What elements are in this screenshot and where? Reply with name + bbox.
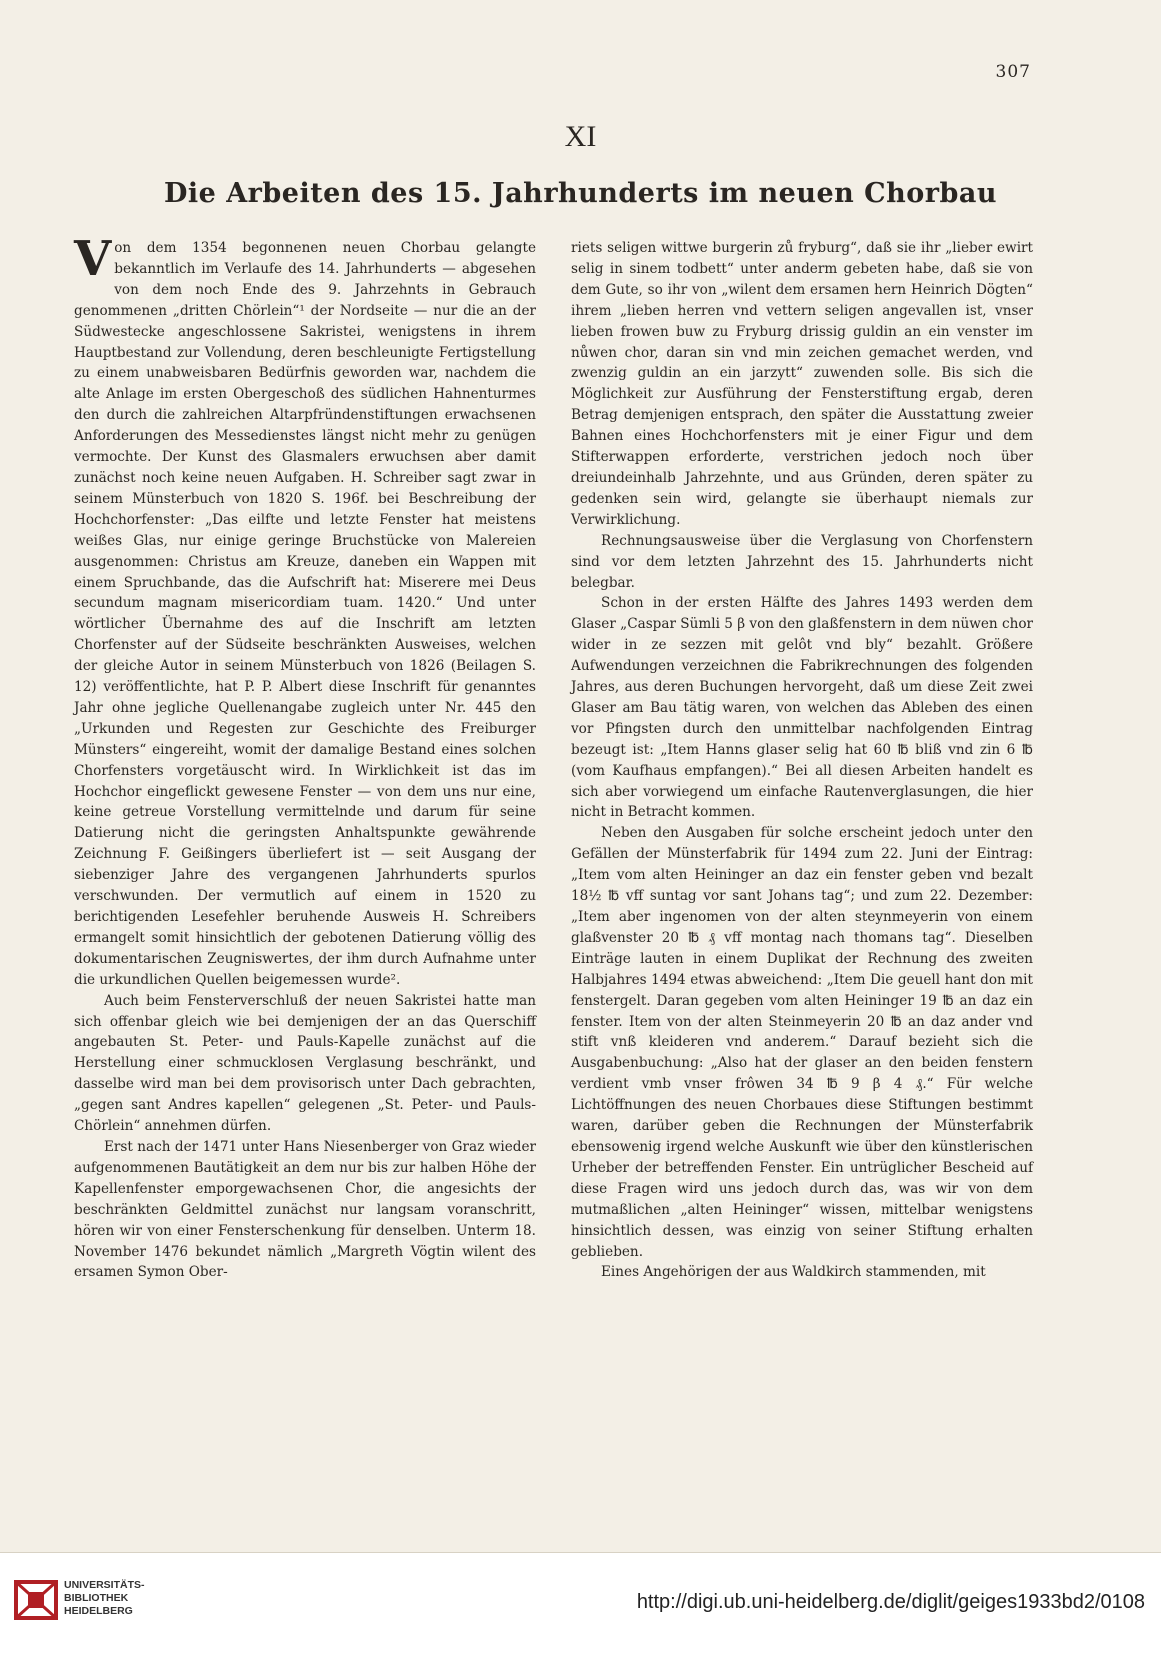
left-paragraph-1 [74,231,536,991]
left-paragraph-2: Auch beim Fensterverschluß der neuen Sakristei hatte man sich offenbar gleich wie bei demjenigen der an das Querschiff angebauten St. Peter- und Pauls-Kapelle zunächst auf die Herstellung einer schmucklosen Verglasung beschränkt, und dasselbe wird man bei dem provisorisch unter Dach gebrachten, „gegen sant Andres kapellen“ gelegenen „St. Peter- und Pauls-Chörlein“ annehmen dürfen. [74,992,536,1135]
left-column [74,231,536,1283]
right-paragraph-1: riets seligen wittwe burgerin zů fryburg“, daß sie ihr „lieber ewirt selig in sinem todbett“ unter anderm gebeten habe, daß sie von dem Gute, so ihr von „wilent dem ersamen hern Heinrich Dögten“ ihrem „lieben herren vnd vettern seligen angevallen ist, vnser lieben frowen buw zu Fryburg drissig guldin an ein venster im nůwen chor, daran sin vnd min zeichen gemachet werden, vnd zwenzig guldin an ein jarzytt“ zuwenden solle. Bis sich die Möglichkeit zur Ausführung der Fensterstiftung ergab, deren Betrag demjenigen entsprach, den später die Ausstattung zweier Bahnen eines Hochchorfensters mit je einer Figur und dem Stifterwappen erforderte, verstrichen jedoch noch über dreiundeinhalb Jahrzehnte, und aus Gründen, deren später zu gedenken sein wird, gelangte sie überhaupt niemals zur Verwirklichung. [571,240,1033,528]
right-paragraph-5: Eines Angehörigen der aus Waldkirch stammenden, mit [601,1264,986,1281]
right-column [571,238,1033,1283]
left-paragraph-3: Erst nach der 1471 unter Hans Niesenberger von Graz wieder aufgenommenen Bautätigkeit an dem nur bis zur halben Höhe der Kapellenfenster emporgewachsenen Chor, die angesichts der beschränkten Geldmittel zunächst nur langsam voranschritt, hören wir von einer Fensterschenkung für denselben. Unterm 18. November 1476 bekundet nämlich „Margreth Vögtin wilent des ersamen Symon Ober- [74,1138,536,1281]
page-number: 307 [995,62,1031,82]
footer-bar [0,1552,1161,1656]
library-name-line-3: HEIDELBERG [64,1605,133,1617]
right-paragraph-4: Neben den Ausgaben für solche erscheint jedoch unter den Gefällen der Münsterfabrik für 1494 zum 22. Juni der Eintrag: „Item vom alten Heininger an daz ein fenster geben vnd bezalt 18½ ℔ vff suntag vor sant Johans tag“; und zum 22. Dezember: „Item aber ingenomen von der alten steynmeyerin von einem glaßvenster 20 ℔ ₰ vff montag nach thomans tag“. Dieselben Einträge lauten in einem Duplikat der Rechnung des zweiten Halbjahres 1494 etwas abweichend: „Item Die geuell hant don mit fenstergelt. Daran gegeben vom alten Heininger 19 ℔ an daz ein fenster. Item von der alten Steinmeyerin 20 ℔ an daz ander vnd stift vnß kleideren vnd anderem.“ Darauf bezieht sich die Ausgabenbuchung: „Also hat der glaser an den beiden fenstern verdient vmb vnser frôwen 34 ℔ 9 β 4 ₰.“ Für welche Lichtöffnungen des neuen Chorbaues diese Stiftungen bestimmt waren, darüber geben die Rechnungen der Münsterfabrik ebensowenig irgend welche Auskunft wie über den künstlerischen Urheber der betreffenden Fenster. Ein untrüglicher Bescheid auf diese Fragen wird uns jedoch durch das, was wir von dem mutmaßlichen „alten Heininger“ wissen, mittelbar wenigstens hinsichtlich dessen, was einzig von seiner Stiftung erhalten geblieben. [571,825,1033,1260]
library-name-line-1: UNIVERSITÄTS- [64,1579,145,1591]
chapter-title: Die Arbeiten des 15. Jahrhunderts im neuen Chorbau [163,178,998,209]
library-name-line-2: BIBLIOTHEK [64,1592,129,1604]
drop-initial: V [74,231,112,287]
left-paragraph-1-text: on dem 1354 begonnenen neuen Chorbau gelangte bekanntlich im Verlaufe des 14. Jahrhunderts — abgesehen von dem noch Ende des 9. Jahrzehnts in Gebrauch genommenen „dritten Chörlein“¹ der Nordseite — nur die an der Südwestecke angeschlossene Sakristei, wenigstens in ihrem Hauptbestand zur Vollendung, deren beschleunigte Fertigstellung zu einem unabweisbaren Bedürfnis geworden war, nachdem die alte Anlage im ersten Obergeschoß des südlichen Hahnenturmes den durch die zahlreichen Altarpfründenstiftungen erwachsenen Anforderungen des Messedienstes längst nicht mehr zu genügen vermochte. Der Kunst des Glasmalers erwuchsen aber damit zunächst noch keine neuen Aufgaben. H. Schreiber sagt zwar in seinem Münsterbuch von 1820 S. 196f. bei Beschreibung der Hochchorfenster: „Das eilfte und letzte Fenster hat meistens weißes Glas, nur einige geringe Bruchstücke von Malereien ausgenommen: Christus am Kreuze, daneben ein Wappen mit einem Spruchbande, das die Aufschrift hat: Miserere mei Deus secundum magnam misericordiam tuam. 1420.“ Und unter wörtlicher Übernahme des auf die Inschrift am letzten Chorfenster auf der Südseite beschränkten Ausweises, welchen der gleiche Autor in seinem Münsterbuch von 1826 (Beilagen S. 12) veröffentlichte, hat P. P. Albert diese Inschrift für genanntes Jahr ohne jegliche Quellenangabe zugleich unter Nr. 445 den „Urkunden und Regesten zur Geschichte des Freiburger Münsters“ eingereiht, womit der damalige Bestand eines solchen Chorfensters vorgetäuscht wird. In Wirklichkeit ist das im Hochchor eingeflickt gewesene Fenster — von dem uns nur eine, keine getreue Vorstellung vermittelnde und darum für seine Datierung nicht die geringsten Anhaltspunkte gewährende Zeichnung F. Geißingers überliefert ist — seit Ausgang der siebenziger Jahre des vergangenen Jahrhunderts spurlos verschwunden. Der vermutlich auf einem in 1520 zu berichtigenden Lesefehler beruhende Ausweis H. Schreibers ermangelt somit hinsichtlich der gebotenen Datierung völlig des dokumentarischen Zeugniswertes, der ihm durch Aufnahme unter die urkundlichen Quellen beigemessen wurde². [74,240,536,988]
library-name[interactable] [64,1579,145,1618]
right-paragraph-3: Schon in der ersten Hälfte des Jahres 1493 werden dem Glaser „Caspar Sümli 5 β von den glaßfenstern in dem nüwen chor wider in ze sezzen mit gelôt vnd bly“ bezahlt. Größere Aufwendungen verzeichnen die Fabrikrechnungen des folgenden Jahres, aus deren Buchungen hervorgeht, daß um diese Zeit zwei Glaser am Bau tätig waren, von welchen das Ableben des einen vor Pfingsten durch den unmittelbar nachfolgenden Eintrag bezeugt ist: „Item Hanns glaser selig hat 60 ℔ bliß vnd zin 6 ℔ (vom Kaufhaus empfangen).“ Bei all diesen Arbeiten handelt es sich aber vorwiegend um einfache Rautenverglasungen, die hier nicht in Betracht kommen. [571,595,1034,821]
chapter-number: XI [564,120,597,153]
permalink-url[interactable]: http://digi.ub.uni-heidelberg.de/diglit/geiges1933bd2/0108 [636,1591,1145,1613]
library-logo-icon[interactable] [12,1576,60,1624]
right-paragraph-2: Rechnungsausweise über die Verglasung von Chorfenstern sind vor dem letzten Jahrzehnt des 15. Jahrhunderts nicht belegbar. [571,532,1033,591]
